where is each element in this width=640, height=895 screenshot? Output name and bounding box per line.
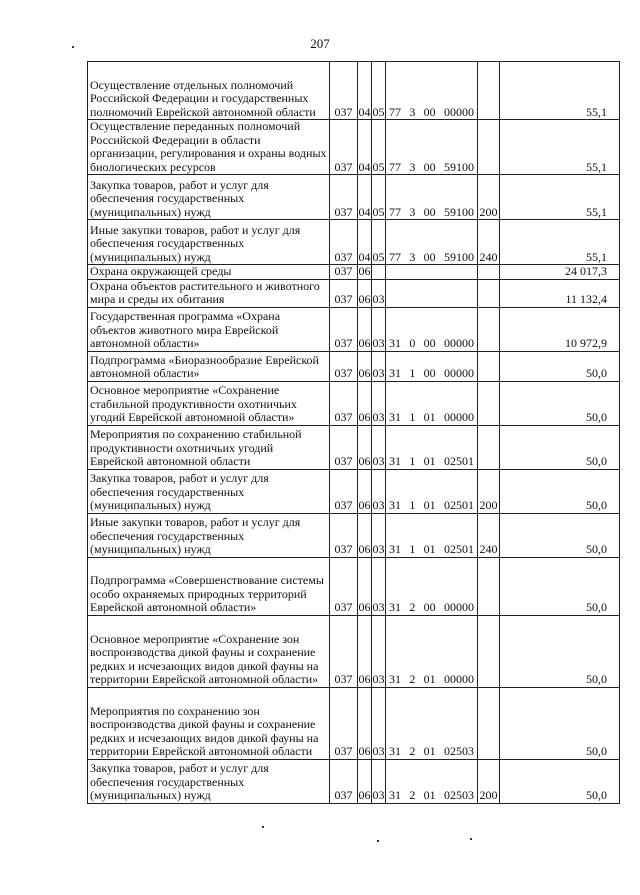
row-target-article	[386, 220, 478, 265]
row-section-code: 06	[358, 381, 372, 425]
row-expense-type	[478, 62, 500, 120]
row-subsection-code: 05	[372, 220, 386, 265]
target-article-part: 0	[409, 336, 416, 350]
target-article-parts	[386, 499, 477, 513]
row-amount: 55,1	[500, 62, 620, 120]
row-amount: 50,0	[500, 687, 620, 759]
row-admin-code: 037	[330, 469, 358, 513]
target-article-part: 02503	[443, 744, 474, 758]
target-article-part: 00	[423, 204, 436, 219]
target-article-part: 00000	[443, 104, 474, 119]
row-section-code: 04	[358, 175, 372, 220]
row-admin-code: 037	[330, 120, 358, 175]
row-expense-type	[478, 687, 500, 759]
row-admin-code: 037	[330, 307, 358, 351]
row-target-article	[386, 175, 478, 220]
row-subsection-code: 03	[372, 615, 386, 687]
target-article-part: 01	[423, 788, 436, 802]
target-article-part: 2	[409, 788, 416, 802]
target-article-part: 00000	[443, 410, 474, 424]
table-row	[88, 425, 620, 469]
row-target-article	[386, 513, 478, 557]
row-name: Мероприятия по сохранению зон воспроизводства дикой фауны и сохранение редких и исчезающих видов дикой фауны на территории Еврейской автономной области	[88, 687, 330, 759]
table-row	[88, 220, 620, 265]
row-admin-code: 037	[330, 351, 358, 381]
table-row	[88, 307, 620, 351]
target-article-part: 00000	[443, 366, 474, 380]
target-article-parts	[386, 161, 477, 175]
row-amount: 55,1	[500, 175, 620, 220]
row-expense-type: 200	[478, 759, 500, 803]
target-article-parts	[386, 251, 477, 265]
scan-mark	[470, 838, 472, 840]
row-section-code: 04	[358, 62, 372, 120]
row-admin-code: 037	[330, 265, 358, 280]
row-section-code: 06	[358, 425, 372, 469]
row-expense-type: 240	[478, 220, 500, 265]
table-row	[88, 687, 620, 759]
target-article-part: 00000	[443, 336, 474, 350]
row-admin-code: 037	[330, 220, 358, 265]
row-subsection-code: 03	[372, 513, 386, 557]
row-amount: 50,0	[500, 381, 620, 425]
target-article-parts	[386, 411, 477, 425]
target-article-part: 3	[409, 104, 416, 119]
target-article-parts	[386, 673, 477, 687]
row-target-article	[386, 759, 478, 803]
row-target-article	[386, 120, 478, 175]
row-name: Иные закупки товаров, работ и услуг для обеспечения государственных (муниципальных) нужд	[88, 513, 330, 557]
target-article-part: 00	[423, 104, 436, 119]
row-subsection-code: 03	[372, 279, 386, 307]
row-section-code: 06	[358, 615, 372, 687]
table-row	[88, 381, 620, 425]
target-article-parts	[386, 337, 477, 351]
scan-mark	[377, 840, 379, 842]
table-row	[88, 62, 620, 120]
target-article-part: 01	[423, 454, 436, 468]
scan-mark	[72, 46, 74, 48]
row-subsection-code: 05	[372, 175, 386, 220]
row-target-article	[386, 469, 478, 513]
row-amount: 50,0	[500, 425, 620, 469]
row-expense-type: 200	[478, 469, 500, 513]
target-article-parts	[386, 789, 477, 803]
target-article-part: 02501	[443, 498, 474, 512]
row-name: Закупка товаров, работ и услуг для обеспечения государственных (муниципальных) нужд	[88, 469, 330, 513]
row-target-article	[386, 615, 478, 687]
target-article-part: 1	[409, 410, 416, 424]
row-target-article	[386, 425, 478, 469]
row-admin-code: 037	[330, 175, 358, 220]
row-section-code: 06	[358, 687, 372, 759]
target-article-part: 2	[409, 744, 416, 758]
target-article-part: 01	[423, 672, 436, 686]
row-name: Основное мероприятие «Сохранение зон воспроизводства дикой фауны и сохранение редких и исчезающих видов дикой фауны на территории Еврейской автономной области»	[88, 615, 330, 687]
target-article-part: 77	[389, 159, 401, 174]
target-article-part: 3	[409, 249, 416, 264]
row-target-article	[386, 265, 478, 280]
row-admin-code: 037	[330, 425, 358, 469]
row-section-code: 06	[358, 557, 372, 615]
target-article-part: 00	[423, 249, 436, 264]
row-target-article	[386, 279, 478, 307]
row-subsection-code	[372, 265, 386, 280]
row-amount: 24 017,3	[500, 265, 620, 280]
target-article-part: 02501	[443, 454, 474, 468]
target-article-part: 3	[409, 159, 416, 174]
table-row	[88, 615, 620, 687]
target-article-part: 77	[389, 204, 401, 219]
target-article-part: 2	[409, 672, 416, 686]
row-section-code: 06	[358, 264, 371, 278]
row-section-code: 06	[358, 513, 372, 557]
row-expense-type	[478, 351, 500, 381]
row-admin-code: 037	[330, 557, 358, 615]
row-section-code: 06	[358, 759, 372, 803]
row-target-article	[386, 351, 478, 381]
row-section-code: 04	[358, 120, 372, 175]
row-subsection-code: 03	[372, 469, 386, 513]
row-name: Охрана окружающей среды	[88, 265, 330, 280]
row-subsection-code: 05	[372, 62, 386, 120]
row-subsection-code: 03	[372, 425, 386, 469]
row-name: Иные закупки товаров, работ и услуг для обеспечения государственных (муниципальных) нужд	[88, 220, 330, 265]
target-article-part: 31	[389, 454, 401, 468]
table-row	[88, 120, 620, 175]
row-amount: 50,0	[500, 759, 620, 803]
table-row	[88, 265, 620, 280]
row-amount: 11 132,4	[500, 279, 620, 307]
row-admin-code: 037	[330, 62, 358, 120]
target-article-part: 01	[423, 498, 436, 512]
row-amount: 10 972,9	[500, 307, 620, 351]
target-article-part: 31	[389, 672, 401, 686]
target-article-part: 02501	[443, 542, 474, 556]
row-section-code: 06	[358, 307, 372, 351]
table-row	[88, 513, 620, 557]
page-number: 207	[310, 36, 330, 51]
row-name: Закупка товаров, работ и услуг для обеспечения государственных (муниципальных) нужд	[88, 759, 330, 803]
target-article-parts	[386, 601, 477, 615]
row-target-article	[386, 62, 478, 120]
target-article-part: 00	[423, 600, 436, 614]
row-admin-code: 037	[330, 615, 358, 687]
row-amount: 55,1	[500, 220, 620, 265]
target-article-part: 00	[423, 159, 436, 174]
target-article-part: 1	[409, 454, 416, 468]
row-amount: 50,0	[500, 351, 620, 381]
row-name: Мероприятия по сохранению стабильной продуктивности охотничьих угодий Еврейской автономной области	[88, 425, 330, 469]
table-row	[88, 759, 620, 803]
target-article-part: 1	[409, 366, 416, 380]
target-article-parts	[386, 543, 477, 557]
row-section-code: 04	[358, 220, 372, 265]
row-expense-type: 240	[478, 513, 500, 557]
row-name: Подпрограмма «Совершенствование системы особо охраняемых природных территорий Еврейской автономной области»	[88, 557, 330, 615]
row-subsection-code: 05	[372, 120, 386, 175]
row-expense-type: 200	[478, 175, 500, 220]
row-target-article	[386, 687, 478, 759]
row-subsection-code: 03	[372, 557, 386, 615]
row-admin-code: 037	[330, 381, 358, 425]
target-article-part: 00	[423, 336, 436, 350]
row-admin-code: 037	[330, 513, 358, 557]
row-admin-code: 037	[330, 759, 358, 803]
row-amount: 50,0	[500, 469, 620, 513]
row-expense-type	[478, 425, 500, 469]
table-row	[88, 557, 620, 615]
row-name: Осуществление переданных полномочий Российской Федерации в области организации, регулирования и охраны водных биологических ресурсов	[88, 120, 330, 175]
row-subsection-code: 03	[372, 759, 386, 803]
row-expense-type	[478, 120, 500, 175]
row-name: Государственная программа «Охрана объектов животного мира Еврейской автономной области»	[88, 307, 330, 351]
target-article-part: 01	[423, 542, 436, 556]
target-article-part: 77	[389, 104, 401, 119]
target-article-part: 59100	[443, 249, 474, 264]
row-name: Основное мероприятие «Сохранение стабильной продуктивности охотничьих угодий Еврейской автономной области»	[88, 381, 330, 425]
target-article-parts	[386, 367, 477, 381]
row-expense-type	[478, 307, 500, 351]
target-article-part: 59100	[443, 159, 474, 174]
target-article-part: 77	[389, 249, 401, 264]
row-section-code: 06	[358, 351, 372, 381]
target-article-part: 31	[389, 600, 401, 614]
row-amount: 50,0	[500, 557, 620, 615]
row-amount: 50,0	[500, 615, 620, 687]
row-section-code: 06	[358, 279, 372, 307]
target-article-part: 2	[409, 600, 416, 614]
target-article-part: 31	[389, 542, 401, 556]
row-target-article	[386, 557, 478, 615]
row-subsection-code: 03	[372, 381, 386, 425]
table-row	[88, 175, 620, 220]
row-amount: 55,1	[500, 120, 620, 175]
target-article-part: 31	[389, 498, 401, 512]
row-name: Подпрограмма «Биоразнообразие Еврейской автономной области»	[88, 351, 330, 381]
target-article-parts	[386, 206, 477, 220]
row-expense-type	[478, 615, 500, 687]
target-article-part: 31	[389, 336, 401, 350]
table-row	[88, 469, 620, 513]
row-section-code: 06	[358, 469, 372, 513]
scan-mark	[262, 826, 264, 828]
row-name: Осуществление отдельных полномочий Российской Федерации и государственных полномочий Еврейской автономной области	[88, 62, 330, 120]
row-name: Закупка товаров, работ и услуг для обеспечения государственных (муниципальных) нужд	[88, 175, 330, 220]
target-article-part: 01	[423, 410, 436, 424]
row-expense-type	[478, 557, 500, 615]
row-subsection-code: 03	[372, 307, 386, 351]
target-article-part: 02503	[443, 788, 474, 802]
target-article-part: 1	[409, 498, 416, 512]
row-amount: 50,0	[500, 513, 620, 557]
target-article-part: 1	[409, 542, 416, 556]
row-name: Охрана объектов растительного и животного мира и среды их обитания	[88, 279, 330, 307]
table-row	[88, 351, 620, 381]
target-article-parts	[386, 106, 477, 120]
target-article-parts	[386, 745, 477, 759]
row-expense-type	[478, 381, 500, 425]
row-expense-type	[478, 265, 500, 280]
target-article-part: 31	[389, 788, 401, 802]
target-article-part: 31	[389, 366, 401, 380]
target-article-part: 59100	[443, 204, 474, 219]
row-admin-code: 037	[330, 279, 358, 307]
budget-table-body	[88, 62, 620, 804]
row-subsection-code: 03	[372, 687, 386, 759]
row-subsection-code: 03	[372, 351, 386, 381]
target-article-part: 31	[389, 744, 401, 758]
target-article-part: 00000	[443, 600, 474, 614]
row-expense-type	[478, 279, 500, 307]
target-article-part: 00	[423, 366, 436, 380]
row-target-article	[386, 307, 478, 351]
target-article-part: 31	[389, 410, 401, 424]
target-article-part: 01	[423, 744, 436, 758]
target-article-part: 00000	[443, 672, 474, 686]
row-admin-code: 037	[330, 687, 358, 759]
row-target-article	[386, 381, 478, 425]
target-article-part: 3	[409, 204, 416, 219]
target-article-parts	[386, 455, 477, 469]
table-row	[88, 279, 620, 307]
budget-table	[87, 61, 620, 804]
